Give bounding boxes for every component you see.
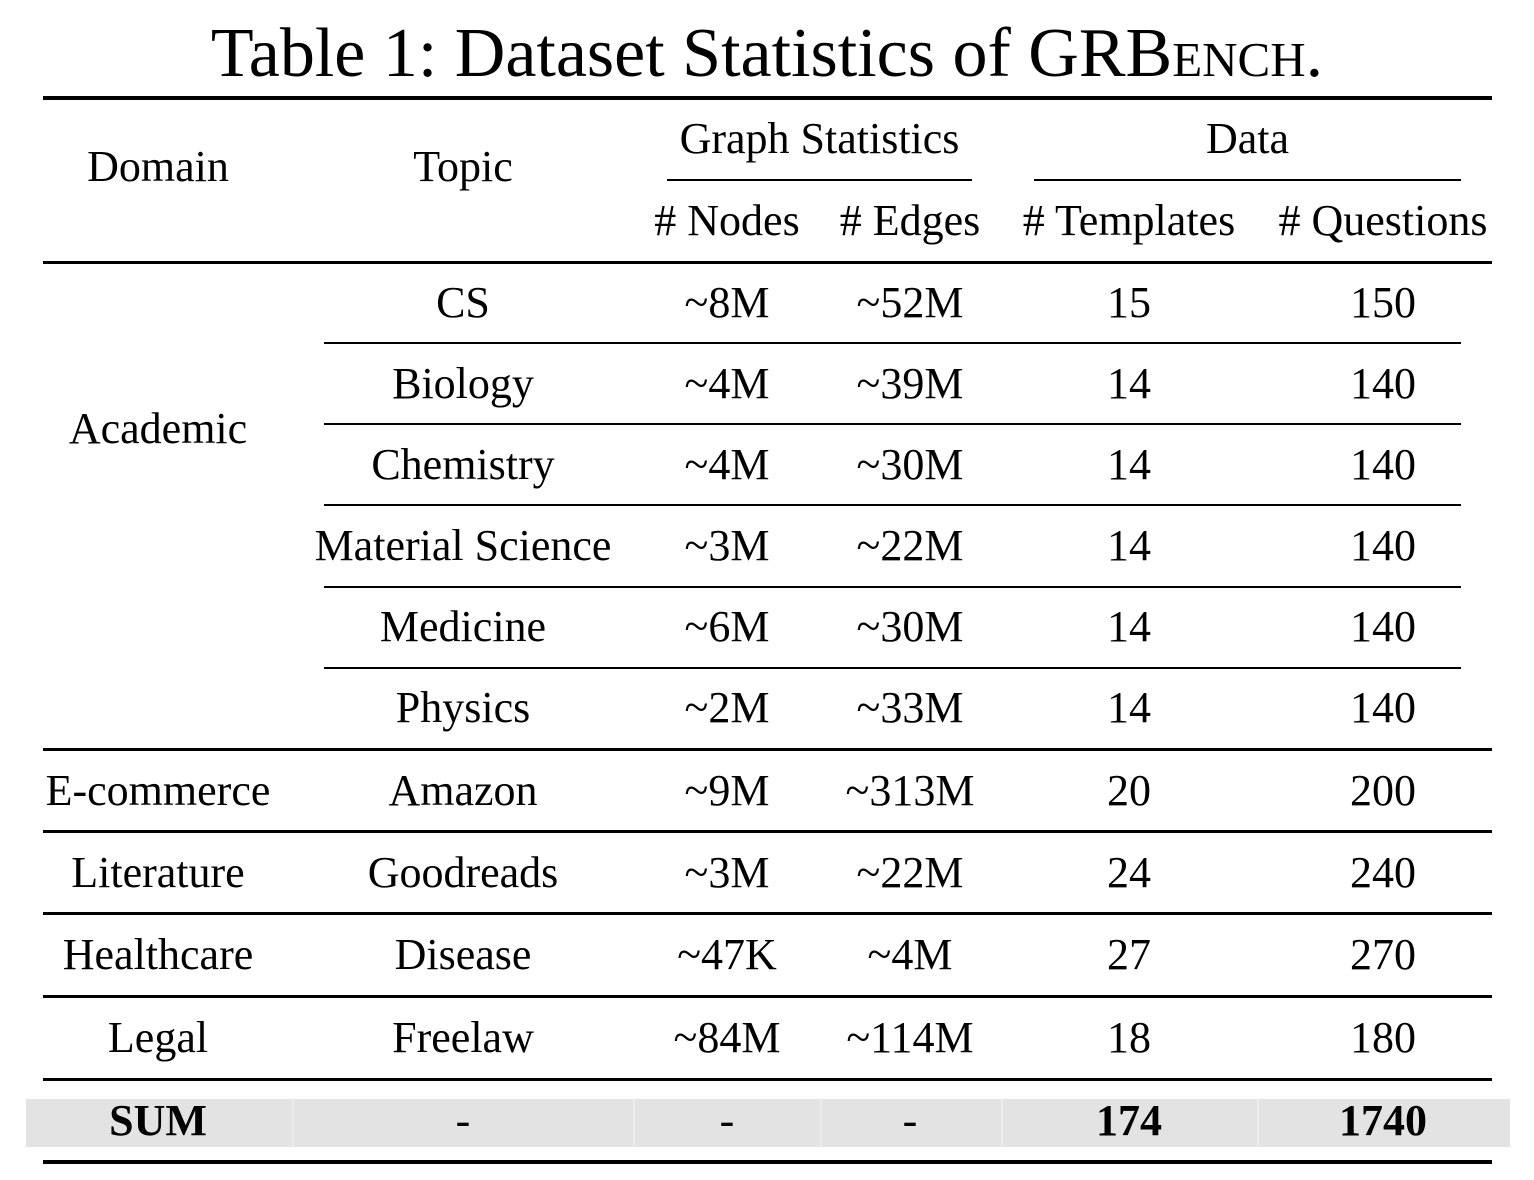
cell-topic: Material Science xyxy=(314,521,612,570)
domain-separator xyxy=(43,1078,1492,1081)
cell-edges: ~39M xyxy=(856,359,964,408)
cell-nodes: ~2M xyxy=(684,683,770,732)
cell-templates: 27 xyxy=(1107,930,1151,979)
table-caption xyxy=(0,14,1534,94)
cell-edges: ~52M xyxy=(856,278,964,327)
cell-nodes: ~47K xyxy=(677,930,777,979)
caption-prefix: Table 1: Dataset Statistics of GR xyxy=(210,15,1126,92)
cell-templates: 14 xyxy=(1107,440,1151,489)
cell-templates: 15 xyxy=(1107,278,1151,327)
cell-questions: 140 xyxy=(1350,602,1416,651)
academic-separator xyxy=(324,423,1461,425)
academic-separator xyxy=(324,667,1461,669)
cell-edges: ~30M xyxy=(856,602,964,651)
cell-templates: 18 xyxy=(1107,1013,1151,1062)
domain-ecommerce: E-commerce xyxy=(45,766,271,815)
cell-edges: ~22M xyxy=(856,848,964,897)
header-rule xyxy=(43,261,1492,264)
domain-separator xyxy=(43,748,1492,751)
cell-nodes: ~3M xyxy=(684,521,770,570)
header-nodes: # Nodes xyxy=(654,196,800,245)
sum-nodes: - xyxy=(719,1096,735,1145)
cell-nodes: ~84M xyxy=(673,1013,781,1062)
domain-legal: Legal xyxy=(107,1013,209,1062)
sum-edges: - xyxy=(902,1096,918,1145)
graph-statistics-underline xyxy=(667,179,972,181)
cell-edges: ~114M xyxy=(846,1013,974,1062)
domain-healthcare: Healthcare xyxy=(62,930,254,979)
header-questions: # Questions xyxy=(1278,196,1488,245)
sum-column-divider xyxy=(292,1099,294,1147)
header-data: Data xyxy=(1205,114,1290,163)
cell-nodes: ~4M xyxy=(684,359,770,408)
cell-templates: 14 xyxy=(1107,359,1151,408)
cell-questions: 140 xyxy=(1350,440,1416,489)
sum-column-divider xyxy=(1001,1099,1003,1147)
cell-topic: Chemistry xyxy=(371,440,555,489)
academic-separator xyxy=(324,504,1461,506)
cell-topic: Biology xyxy=(392,359,534,408)
header-domain: Domain xyxy=(87,142,229,191)
academic-separator xyxy=(324,586,1461,588)
cell-questions: 140 xyxy=(1350,683,1416,732)
header-topic: Topic xyxy=(413,142,513,191)
caption-smallcaps: Bench xyxy=(1125,15,1306,92)
sum-questions: 1740 xyxy=(1339,1096,1427,1145)
header-graph-statistics: Graph Statistics xyxy=(679,114,960,163)
sum-column-divider xyxy=(1257,1099,1259,1147)
cell-questions: 240 xyxy=(1350,848,1416,897)
cell-templates: 14 xyxy=(1107,521,1151,570)
sum-column-divider xyxy=(633,1099,635,1147)
sum-domain: SUM xyxy=(109,1096,207,1145)
cell-topic: CS xyxy=(436,278,490,327)
data-underline xyxy=(1034,179,1461,181)
cell-edges: ~313M xyxy=(845,766,975,815)
domain-literature: Literature xyxy=(71,848,245,897)
academic-separator xyxy=(324,342,1461,344)
sum-topic: - xyxy=(455,1096,471,1145)
cell-nodes: ~3M xyxy=(684,848,770,897)
caption-suffix: . xyxy=(1305,15,1324,92)
header-templates: # Templates xyxy=(1022,196,1236,245)
cell-questions: 270 xyxy=(1350,930,1416,979)
domain-separator xyxy=(43,995,1492,998)
cell-questions: 150 xyxy=(1350,278,1416,327)
cell-edges: ~30M xyxy=(856,440,964,489)
domain-separator xyxy=(43,912,1492,915)
cell-questions: 180 xyxy=(1350,1013,1416,1062)
bottom-rule xyxy=(43,1160,1492,1164)
cell-nodes: ~6M xyxy=(684,602,770,651)
cell-nodes: ~4M xyxy=(684,440,770,489)
cell-topic: Goodreads xyxy=(367,848,559,897)
header-edges: # Edges xyxy=(839,196,981,245)
top-rule xyxy=(43,96,1492,100)
cell-questions: 140 xyxy=(1350,359,1416,408)
cell-templates: 20 xyxy=(1107,766,1151,815)
domain-separator xyxy=(43,830,1492,833)
cell-topic: Amazon xyxy=(388,766,538,815)
cell-edges: ~4M xyxy=(867,930,953,979)
domain-academic: Academic xyxy=(68,404,248,453)
cell-topic: Medicine xyxy=(379,602,547,651)
cell-edges: ~22M xyxy=(856,521,964,570)
cell-questions: 200 xyxy=(1350,766,1416,815)
cell-nodes: ~8M xyxy=(684,278,770,327)
cell-edges: ~33M xyxy=(856,683,964,732)
cell-templates: 14 xyxy=(1107,683,1151,732)
cell-topic: Physics xyxy=(395,683,531,732)
cell-nodes: ~9M xyxy=(684,766,770,815)
cell-templates: 24 xyxy=(1107,848,1151,897)
cell-topic: Disease xyxy=(394,930,532,979)
sum-templates: 174 xyxy=(1096,1096,1162,1145)
cell-topic: Freelaw xyxy=(392,1013,534,1062)
cell-questions: 140 xyxy=(1350,521,1416,570)
cell-templates: 14 xyxy=(1107,602,1151,651)
